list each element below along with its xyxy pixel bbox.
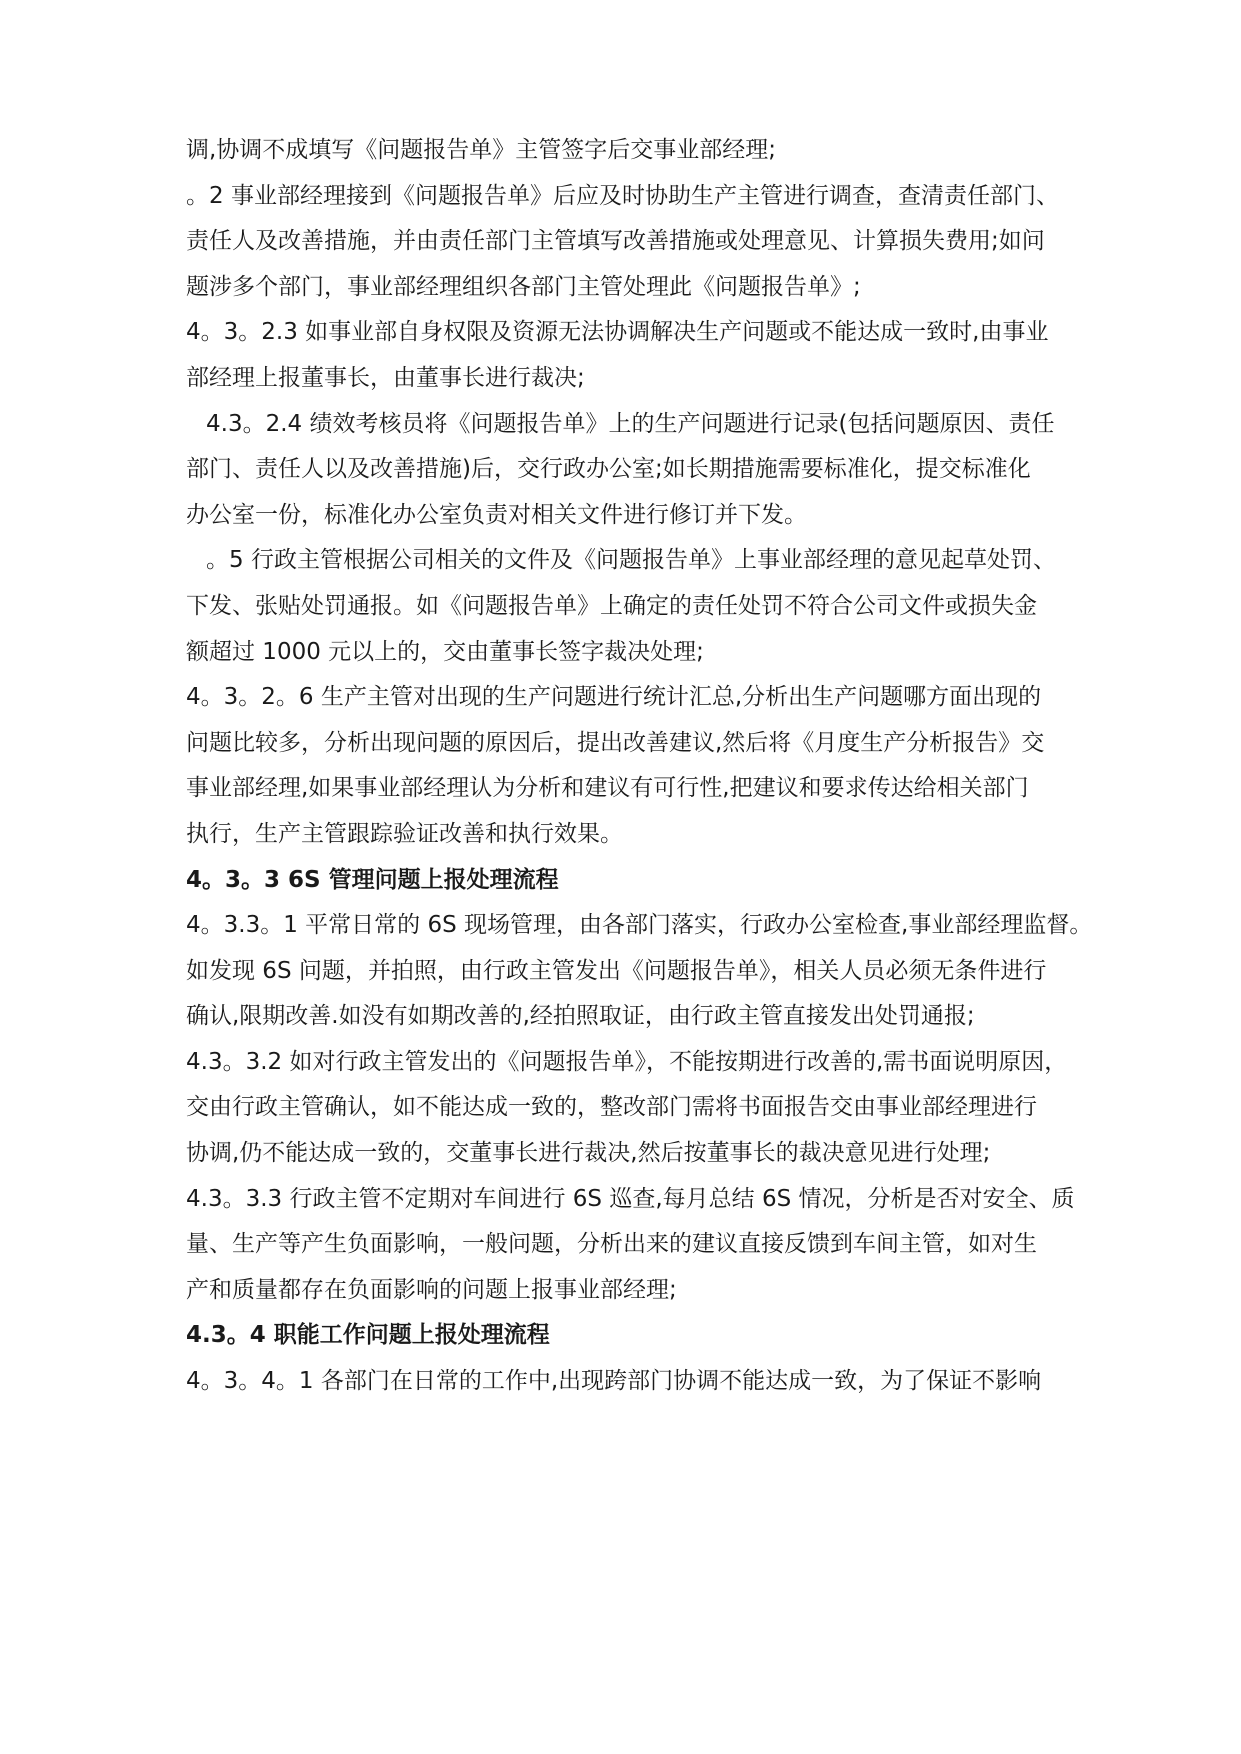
paragraph-line: 调,协调不成填写《问题报告单》主管签字后交事业部经理; [186, 137, 777, 163]
paragraph-line: 。5 行政主管根据公司相关的文件及《问题报告单》上事业部经理的意见起草处罚、 [206, 547, 1056, 574]
paragraph-line: 题涉多个部门，事业部经理组织各部门主管处理此《问题报告单》; [186, 273, 861, 300]
paragraph-line: 交由行政主管确认，如不能达成一致的，整改部门需将书面报告交由事业部经理进行 [186, 1094, 1037, 1121]
paragraph-line: 执行，生产主管跟踪验证改善和执行效果。 [186, 820, 623, 847]
paragraph-line: 部门、责任人以及改善措施)后，交行政办公室;如长期措施需要标准化，提交标准化 [186, 456, 1031, 483]
paragraph-line: 4。3.3。1 平常日常的 6S 现场管理，由各部门落实，行政办公室检查,事业部经理监督。 [186, 912, 1093, 939]
paragraph-line: 事业部经理,如果事业部经理认为分析和建议有可行性,把建议和要求传达给相关部门 [186, 775, 1029, 802]
paragraph-line: 下发、张贴处罚通报。如《问题报告单》上确定的责任处罚不符合公司文件或损失金 [186, 592, 1037, 619]
paragraph-line: 4.3。3.3 行政主管不定期对车间进行 6S 巡查,每月总结 6S 情况，分析是否对安全、质 [186, 1185, 1075, 1212]
paragraph-line: 4。3。2.3 如事业部自身权限及资源无法协调解决生产问题或不能达成一致时,由事业 [186, 319, 1049, 346]
document-body [186, 128, 1106, 1405]
section-heading: 4.3。4 职能工作问题上报处理流程 [186, 1322, 550, 1349]
paragraph-line: 办公室一份，标准化办公室负责对相关文件进行修订并下发。 [186, 501, 807, 528]
paragraph-line: 额超过 1000 元以上的，交由董事长签字裁决处理; [186, 638, 704, 665]
paragraph-line: 量、生产等产生负面影响，一般问题，分析出来的建议直接反馈到车间主管，如对生 [186, 1231, 1037, 1258]
paragraph-line: 如发现 6S 问题，并拍照，由行政主管发出《问题报告单》，相关人员必须无条件进行 [186, 957, 1047, 984]
paragraph-line: 责任人及改善措施，并由责任部门主管填写改善措施或处理意见、计算损失费用;如问 [186, 228, 1045, 255]
paragraph-line: 4。3。2。6 生产主管对出现的生产问题进行统计汇总,分析出生产问题哪方面出现的 [186, 684, 1042, 711]
paragraph-line: 问题比较多，分析出现问题的原因后，提出改善建议,然后将《月度生产分析报告》交 [186, 729, 1045, 756]
section-heading: 4。3。3 6S 管理问题上报处理流程 [186, 866, 559, 893]
paragraph-line: 4.3。2.4 绩效考核员将《问题报告单》上的生产问题进行记录(包括问题原因、责任 [206, 410, 1055, 437]
paragraph-line: 4.3。3.2 如对行政主管发出的《问题报告单》，不能按期进行改善的,需书面说明原因， [186, 1048, 1068, 1075]
paragraph-line: 4。3。4。1 各部门在日常的工作中,出现跨部门协调不能达成一致，为了保证不影响 [186, 1368, 1042, 1395]
paragraph-line: 部经理上报董事长，由董事长进行裁决; [186, 364, 585, 391]
paragraph-line: 。2 事业部经理接到《问题报告单》后应及时协助生产主管进行调查，查清责任部门、 [186, 182, 1059, 209]
paragraph-line: 协调,仍不能达成一致的，交董事长进行裁决,然后按董事长的裁决意见进行处理; [186, 1140, 991, 1167]
paragraph-line: 确认,限期改善.如没有如期改善的,经拍照取证，由行政主管直接发出处罚通报; [186, 1003, 975, 1030]
paragraph-line: 产和质量都存在负面影响的问题上报事业部经理; [186, 1276, 677, 1303]
